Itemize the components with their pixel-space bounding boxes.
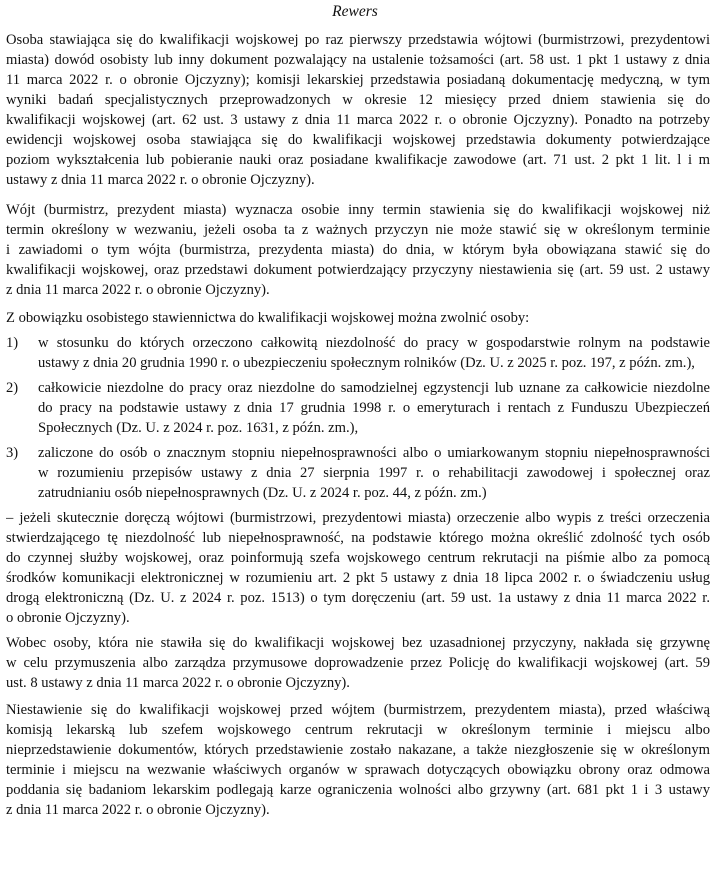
paragraph-5-line: Wobec osoby, która nie stawiła się do kwalifikacji wojskowej bez uzasadnionej przyczyny, nakłada się grzywnę	[6, 635, 710, 651]
paragraph-5-line: ust. 8 ustawy z dnia 11 marca 2022 r. o obronie Ojczyzny).	[6, 675, 350, 691]
list-item-line: zatrudnianiu osób niepełnosprawnych (Dz. U. z 2024 r. poz. 44, z późn. zm.)	[38, 485, 487, 501]
list-item-line: zaliczone do osób o znacznym stopniu niepełnosprawności albo o umiarkowanym stopniu niepełnosprawności	[38, 445, 710, 461]
page-title: Rewers	[332, 3, 378, 20]
list-item-line: do pracy na podstawie ustawy z dnia 17 grudnia 1998 r. o emeryturach i rentach z Funduszu Ubezpieczeń	[38, 400, 710, 416]
list-item-number: 1)	[6, 335, 19, 351]
list-item-line: całkowicie niezdolne do pracy oraz niezdolne do samodzielnej egzystencji lub uznane za całkowicie niezdolne	[38, 380, 710, 396]
paragraph-1-line: 11 marca 2022 r. o obronie Ojczyzny); komisji lekarskiej przedstawia posiadaną dokumentację medyczną, w tym	[6, 72, 710, 88]
paragraph-1-line: Osoba stawiająca się do kwalifikacji wojskowej po raz pierwszy przedstawia wójtowi (burmistrzowi, prezydentowi	[6, 32, 710, 48]
paragraph-6-line: terminie i miejscu na wezwanie właściwych organów w sprawach dotyczących obowiązku obrony oraz odmowa	[6, 762, 710, 778]
list-item-line: Społecznych (Dz. U. z 2024 r. poz. 1631, z późn. zm.),	[38, 420, 359, 436]
paragraph-4-line: o obronie Ojczyzny).	[6, 610, 130, 626]
paragraph-3-line: Z obowiązku osobistego stawiennictwa do kwalifikacji wojskowej można zwolnić osoby:	[6, 310, 530, 326]
paragraph-1-line: ustawy z dnia 11 marca 2022 r. o obronie Ojczyzny).	[6, 172, 315, 188]
paragraph-1-line: wyniki badań specjalistycznych przeprowadzonych w okresie 12 miesięcy przed dniem stawienia się do	[6, 92, 710, 108]
paragraph-6-line: komisją lekarską lub szefem wojskowego centrum rekrutacji w określonym terminie i miejscu albo	[6, 722, 710, 738]
list-item-number: 2)	[6, 380, 19, 396]
paragraph-1-line: kwalifikacji wojskowej (art. 62 ust. 3 ustawy z dnia 11 marca 2022 r. o obronie Ojczyzny). Ponadto na potrzeby	[6, 112, 710, 128]
paragraph-2-line: z dnia 11 marca 2022 r. o obronie Ojczyzny).	[6, 282, 270, 298]
paragraph-1-line: ewidencji wojskowej osoba stawiająca się do kwalifikacji wojskowej przedstawia dokumenty potwierdzające	[6, 132, 710, 148]
paragraph-2-line: Wójt (burmistrz, prezydent miasta) wyznacza osobie inny termin stawienia się do kwalifikacji wojskowej niż	[6, 202, 710, 218]
paragraph-4-line: drogą elektroniczną (Dz. U. z 2024 r. poz. 1513) o tym doręczeniu (art. 59 ust. 1a ustawy z dnia 11 marca 2022 r.	[6, 590, 710, 606]
list-item-number: 3)	[6, 445, 19, 461]
paragraph-5-line: w celu przymuszenia albo zarządza przymusowe doprowadzenie przez Policję do kwalifikacji wojskowej (art. 59	[6, 655, 710, 671]
paragraph-2-line: i zawiadomi o tym wójta (burmistrza, prezydenta miasta) do dnia, w którym była obowiązana stawić się do	[6, 242, 710, 258]
paragraph-6-line: nieprzedstawienie dokumentów, których przedstawienie zostało nakazane, a także niezgłoszenie się w określonym	[6, 742, 710, 758]
paragraph-2-line: termin określony w wezwaniu, jeżeli osoba ta z ważnych przyczyn nie może stawić się w określonym terminie	[6, 222, 710, 238]
paragraph-4-line: – jeżeli skutecznie doręczą wójtowi (burmistrzowi, prezydentowi miasta) orzeczenie albo wypis z treści orzeczenia	[6, 510, 710, 526]
list-item-line: w stosunku do których orzeczono całkowitą niezdolność do pracy w gospodarstwie rolnym na podstawie	[38, 335, 710, 351]
paragraph-6-line: Niestawienie się do kwalifikacji wojskowej przed wójtem (burmistrzem, prezydentem miasta), przed właściwą	[6, 702, 710, 718]
paragraph-4-line: stwierdzającego tę niezdolność lub niepełnosprawność, na podstawie którego można określić zdolność tych osób	[6, 530, 710, 546]
paragraph-4-line: środków komunikacji elektronicznej w rozumieniu art. 2 pkt 5 ustawy z dnia 18 lipca 2002 r. o świadczeniu usług	[6, 570, 710, 586]
paragraph-4-line: do czynnej służby wojskowej, oraz poinformują szefa wojskowego centrum rekrutacji na piśmie albo za pomocą	[6, 550, 710, 566]
paragraph-1-line: miasta) dowód osobisty lub inny dokument pozwalający na ustalenie tożsamości (art. 58 ust. 1 pkt 1 ustawy z dnia	[6, 52, 710, 68]
paragraph-1-line: poziom wykształcenia lub pobieranie nauki oraz posiadane kwalifikacje zawodowe (art. 71 ust. 2 pkt 1 lit. l i m	[6, 152, 710, 168]
list-item-line: w rozumieniu przepisów ustawy z dnia 27 sierpnia 1997 r. o rehabilitacji zawodowej i społecznej oraz	[38, 465, 710, 481]
list-item-line: ustawy z dnia 20 grudnia 1990 r. o ubezpieczeniu społecznym rolników (Dz. U. z 2025 r. poz. 197, z późn. zm.),	[38, 355, 695, 371]
paragraph-6-line: poddania się badaniom lekarskim podlegają karze ograniczenia wolności albo grzywny (art. 681 pkt 1 i 3 ustawy	[6, 782, 710, 798]
paragraph-6-line: z dnia 11 marca 2022 r. o obronie Ojczyzny).	[6, 802, 270, 818]
paragraph-2-line: kwalifikacji wojskowej, oraz przedstawi dokument potwierdzający przyczyny niestawienia się (art. 59 ust. 2 ustawy	[6, 262, 710, 278]
